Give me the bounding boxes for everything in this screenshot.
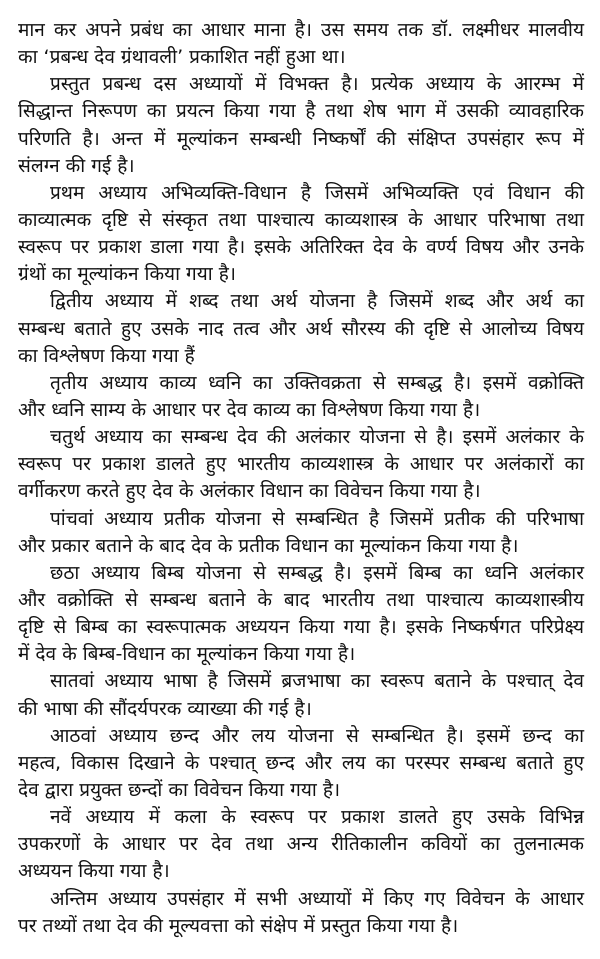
text-line: और वक्रोक्ति से सम्बन्ध बताने के बाद भारतीय तथा पाश्चात्य काव्यशास्त्रीय: [18, 588, 584, 611]
text-line: काव्यात्मक दृष्टि से संस्कृत तथा पाश्चात्य काव्यशास्त्र के आधार परिभाषा तथा: [18, 208, 584, 231]
text-line: छठा अध्याय बिम्ब योजना से सम्बद्ध है। इसमें बिम्ब का ध्वनि अलंकार: [50, 561, 584, 584]
paragraph: [18, 288, 584, 369]
text-line: अध्ययन किया गया है।: [18, 860, 170, 883]
text-line: वर्गीकरण करते हुए देव के अलंकार विधान का विवेचन किया गया है।: [18, 480, 481, 503]
paragraph: [18, 71, 584, 180]
text-line: आठवां अध्याय छन्द और लय योजना से सम्बन्धित है। इसमें छन्द का: [50, 724, 584, 747]
text-line: प्रथम अध्याय अभिव्यक्ति-विधान है जिसमें अभिव्यक्ति एवं विधान की: [50, 181, 584, 204]
text-line: की भाषा की सौंदर्यपरक व्याख्या की गई है।: [18, 697, 312, 720]
text-line: पर तथ्यों तथा देव की मूल्यवत्ता को संक्षेप में प्रस्तुत किया गया है।: [18, 914, 459, 937]
text-line: महत्व, विकास दिखाने के पश्चात् छन्द और लय का परस्पर सम्बन्ध बताते हुए: [18, 751, 584, 774]
text-line: सिद्धान्त निरूपण का प्रयत्न किया गया है तथा शेष भाग में उसकी व्यावहारिक: [18, 100, 584, 123]
paragraph: [18, 723, 584, 804]
text-line: परिणति है। अन्त में मूल्यांकन सम्बन्धी निष्कर्षों की संक्षिप्त उपसंहार रूप में: [18, 127, 584, 150]
text-line: तृतीय अध्याय काव्य ध्वनि का उक्तिवक्रता से सम्बद्ध है। इसमें वक्रोक्ति: [50, 371, 584, 394]
text-line: सम्बन्ध बताते हुए उसके नाद तत्व और अर्थ सौरस्य की दृष्टि से आलोच्य विषय: [18, 317, 584, 340]
paragraph: [18, 424, 584, 505]
text-line: अन्तिम अध्याय उपसंहार में सभी अध्यायों में किए गए विवेचन के आधार: [50, 887, 584, 910]
text-line: स्वरूप पर प्रकाश डालते हुए भारतीय काव्यशास्त्र के आधार पर अलंकारों का: [18, 453, 584, 476]
text-line: और ध्वनि साम्य के आधार पर देव काव्य का विश्लेषण किया गया है।: [18, 398, 481, 421]
text-line: ग्रंथों का मूल्यांकन किया गया है।: [18, 263, 236, 286]
document-page: [18, 17, 584, 940]
paragraph: [18, 560, 584, 669]
text-line: सातवां अध्याय भाषा है जिसमें ब्रजभाषा का स्वरूप बताने के पश्चात् देव: [50, 670, 584, 693]
text-line: स्वरूप पर प्रकाश डाला गया है। इसके अतिरिक्त देव के वर्ण्य विषय और उनके: [18, 236, 584, 259]
paragraph: [18, 180, 584, 289]
text-line: उपकरणों के आधार पर देव तथा अन्य रीतिकालीन कवियों का तुलनात्मक: [18, 833, 584, 856]
text-line: द्वितीय अध्याय में शब्द तथा अर्थ योजना है जिसमें शब्द और अर्थ का: [50, 290, 584, 313]
text-line: संलग्न की गई है।: [18, 154, 135, 177]
text-line: का ‘प्रबन्ध देव ग्रंथावली’ प्रकाशित नहीं हुआ था।: [18, 46, 346, 69]
text-line: नवें अध्याय में कला के स्वरूप पर प्रकाश डालते हुए उसके विभिन्न: [50, 806, 584, 829]
text-line: देव द्वारा प्रयुक्त छन्दों का विवेचन किया गया है।: [18, 778, 341, 801]
text-line: में देव के बिम्ब-विधान का मूल्यांकन किया गया है।: [18, 643, 356, 666]
text-line: दृष्टि से बिम्ब का स्वरूपात्मक अध्ययन किया गया है। इसके निष्कर्षगत परिप्रेक्ष्य: [18, 616, 584, 639]
paragraph: [18, 17, 584, 71]
paragraph: [18, 506, 584, 560]
text-line: का विश्लेषण किया गया हैं: [18, 344, 195, 367]
paragraph: [18, 886, 584, 940]
paragraph: [18, 370, 584, 424]
text-line: मान कर अपने प्रबंध का आधार माना है। उस समय तक डॉ. लक्ष्मीधर मालवीय: [18, 19, 584, 41]
text-line: प्रस्तुत प्रबन्ध दस अध्यायों में विभक्त है। प्रत्येक अध्याय के आरम्भ में: [50, 73, 584, 96]
text-line: चतुर्थ अध्याय का सम्बन्ध देव की अलंकार योजना से है। इसमें अलंकार के: [50, 426, 584, 449]
text-line: और प्रकार बताने के बाद देव के प्रतीक विधान का मूल्यांकन किया गया है।: [18, 534, 519, 557]
paragraph: [18, 668, 584, 722]
text-line: पांचवां अध्याय प्रतीक योजना से सम्बन्धित है जिसमें प्रतीक की परिभाषा: [50, 507, 584, 530]
paragraph: [18, 804, 584, 885]
